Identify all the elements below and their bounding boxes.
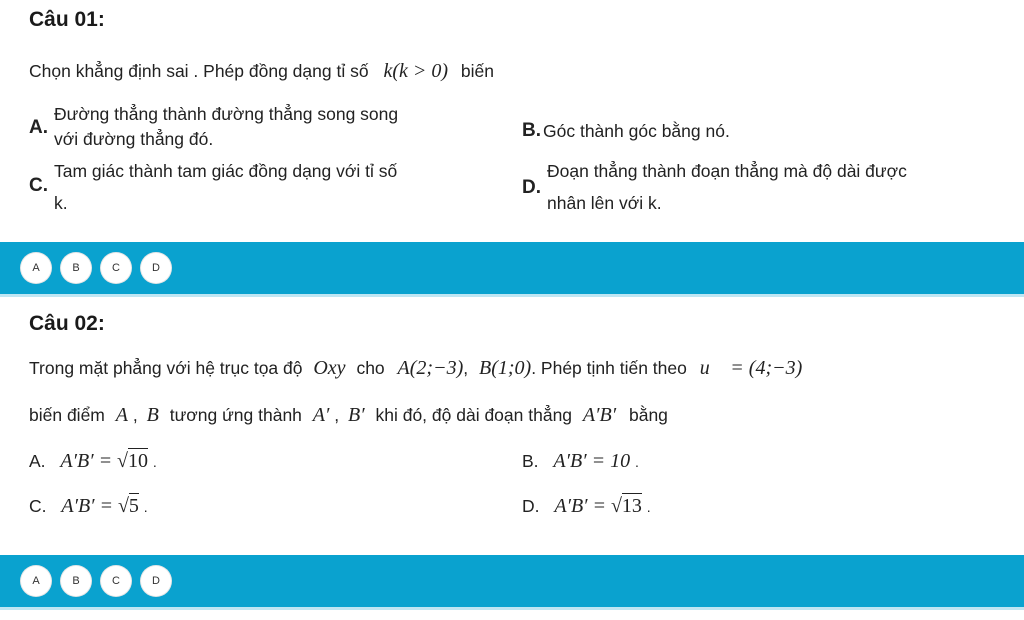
band-divider <box>0 294 1024 297</box>
question-2-title: Câu 02: <box>29 312 105 335</box>
question-2-line1: Trong mặt phẳng với hệ trục tọa độ Oxy cho A(2;−3), B(1;0). Phép tịnh tiến theo u⃗ = (4;−3) <box>29 357 803 379</box>
q1-option-b-label: B. <box>522 120 541 141</box>
q2-answer-b-button[interactable]: B <box>61 566 91 596</box>
q1-option-d-line2: nhân lên với k. <box>547 193 662 213</box>
question-1-title: Câu 01: <box>29 8 105 31</box>
q1-answer-c-button[interactable]: C <box>101 253 131 283</box>
q1-option-a-label: A. <box>29 117 48 138</box>
q1-option-c-line1: Tam giác thành tam giác đồng dạng với tỉ số <box>54 161 398 181</box>
q1-option-b-text: Góc thành góc bằng nó. <box>543 121 730 141</box>
q2-option-d: D. A′B′ = √13 . <box>522 495 651 517</box>
question-2-line2: biến điểm A , B tương ứng thành A′ , B′ khi đó, độ dài đoạn thẳng A′B′ bằng <box>29 404 668 426</box>
q1-option-c-line2: k. <box>54 193 68 213</box>
q1-answer-a-button[interactable]: A <box>21 253 51 283</box>
q1-option-a-line2: với đường thẳng đó. <box>54 129 214 149</box>
q1-option-a-line1: Đường thẳng thành đường thẳng song song <box>54 104 399 124</box>
question-2-answer-bar <box>0 555 1024 607</box>
q1-answer-b-button[interactable]: B <box>61 253 91 283</box>
question-1-answer-bar <box>0 242 1024 294</box>
q1-option-c-label: C. <box>29 175 48 196</box>
q2-answer-c-button[interactable]: C <box>101 566 131 596</box>
q1-answer-d-button[interactable]: D <box>141 253 171 283</box>
q1-option-d-label: D. <box>522 177 541 198</box>
band-divider-2 <box>0 607 1024 610</box>
question-1-prompt: Chọn khẳng định sai . Phép đồng dạng tỉ số k(k > 0) biến <box>29 60 494 82</box>
q2-answer-a-button[interactable]: A <box>21 566 51 596</box>
q2-answer-d-button[interactable]: D <box>141 566 171 596</box>
q2-option-a: A. A′B′ = √10 . <box>29 450 157 472</box>
q2-option-c: C. A′B′ = √5 . <box>29 495 148 517</box>
q1-option-d-line1: Đoạn thẳng thành đoạn thẳng mà độ dài được <box>547 161 907 181</box>
q2-option-b: B. A′B′ = 10 . <box>522 450 639 472</box>
